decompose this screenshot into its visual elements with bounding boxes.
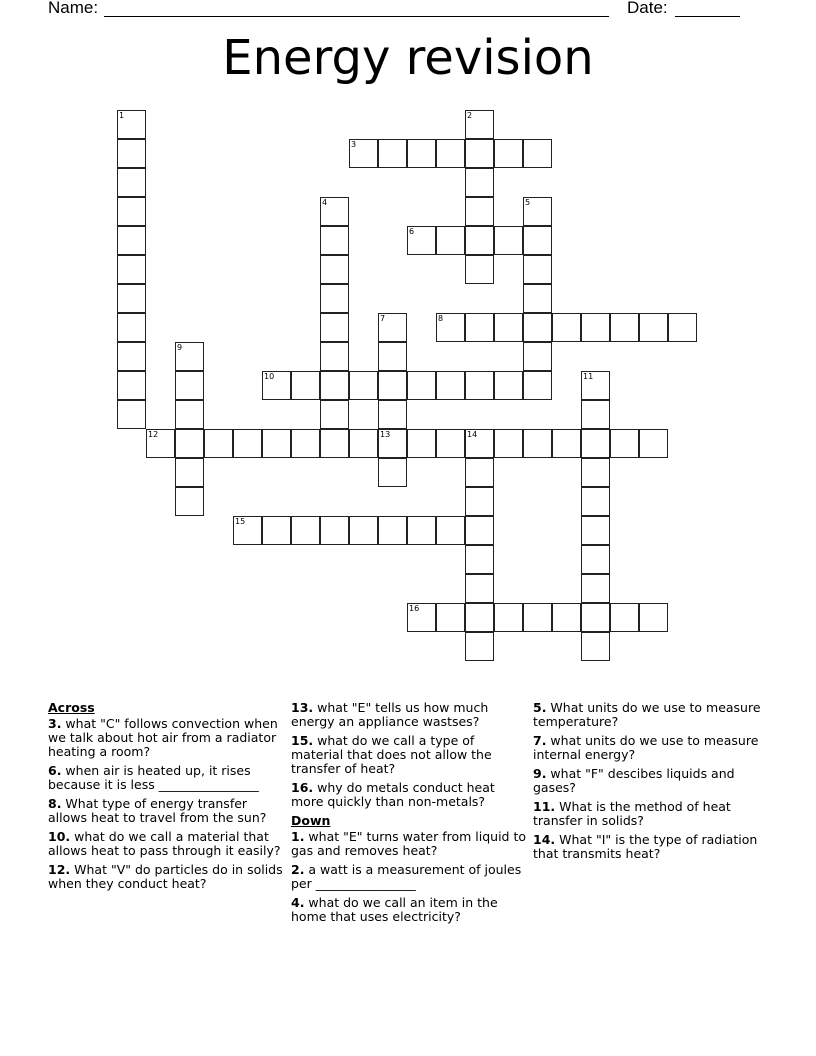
grid-cell[interactable] bbox=[523, 371, 552, 400]
grid-cell[interactable] bbox=[349, 371, 378, 400]
grid-cell[interactable] bbox=[175, 371, 204, 400]
grid-cell[interactable] bbox=[320, 342, 349, 371]
grid-cell[interactable] bbox=[291, 429, 320, 458]
grid-cell[interactable] bbox=[465, 429, 494, 458]
clue-text: what "C" follows convection when we talk about hot air from a radiator heating a room? bbox=[48, 716, 278, 759]
grid-cell[interactable] bbox=[552, 603, 581, 632]
clue-text: what do we call an item in the home that uses electricity? bbox=[291, 895, 498, 924]
grid-cell[interactable] bbox=[494, 603, 523, 632]
grid-cell[interactable] bbox=[117, 255, 146, 284]
grid-cell[interactable] bbox=[320, 255, 349, 284]
grid-cell[interactable] bbox=[117, 197, 146, 226]
grid-cell[interactable] bbox=[378, 342, 407, 371]
grid-cell[interactable] bbox=[494, 313, 523, 342]
grid-cell[interactable] bbox=[349, 139, 378, 168]
clue-text: when air is heated up, it rises because it is less ________________ bbox=[48, 763, 259, 792]
grid-cell[interactable] bbox=[494, 139, 523, 168]
grid-cell[interactable] bbox=[581, 400, 610, 429]
grid-cell[interactable] bbox=[465, 168, 494, 197]
grid-cell[interactable] bbox=[465, 545, 494, 574]
grid-cell[interactable] bbox=[465, 313, 494, 342]
grid-cell[interactable] bbox=[465, 226, 494, 255]
grid-cell[interactable] bbox=[581, 313, 610, 342]
clue-across-13 bbox=[291, 701, 527, 729]
grid-cell[interactable] bbox=[523, 139, 552, 168]
grid-cell[interactable] bbox=[407, 226, 436, 255]
grid-cell[interactable] bbox=[175, 400, 204, 429]
grid-cell[interactable] bbox=[523, 197, 552, 226]
clue-across-12 bbox=[48, 863, 284, 891]
grid-cell[interactable] bbox=[262, 371, 291, 400]
clue-number: 12. bbox=[48, 862, 71, 877]
grid-cell[interactable] bbox=[117, 400, 146, 429]
clue-across-16 bbox=[291, 781, 527, 809]
grid-cell[interactable] bbox=[378, 429, 407, 458]
clue-text: what "E" tells us how much energy an appliance wastses? bbox=[291, 700, 489, 729]
grid-cell[interactable] bbox=[262, 516, 291, 545]
cell-number: 4 bbox=[322, 198, 328, 207]
grid-cell[interactable] bbox=[407, 139, 436, 168]
grid-cell[interactable] bbox=[175, 487, 204, 516]
clue-down-2 bbox=[291, 863, 527, 891]
grid-cell[interactable] bbox=[523, 342, 552, 371]
grid-cell[interactable] bbox=[523, 429, 552, 458]
grid-cell[interactable] bbox=[465, 487, 494, 516]
grid-cell[interactable] bbox=[378, 458, 407, 487]
clue-number: 3. bbox=[48, 716, 62, 731]
clues-column-3 bbox=[533, 701, 769, 866]
grid-cell[interactable] bbox=[465, 139, 494, 168]
name-label: Name: bbox=[48, 0, 99, 17]
date-label: Date: bbox=[627, 0, 668, 17]
cell-number: 16 bbox=[409, 604, 420, 613]
grid-cell[interactable] bbox=[117, 342, 146, 371]
cell-number: 6 bbox=[409, 227, 415, 236]
clue-number: 10. bbox=[48, 829, 71, 844]
clue-number: 6. bbox=[48, 763, 62, 778]
clue-down-11 bbox=[533, 800, 769, 828]
cell-number: 11 bbox=[583, 372, 594, 381]
grid-cell[interactable] bbox=[117, 110, 146, 139]
clue-across-10 bbox=[48, 830, 284, 858]
grid-cell[interactable] bbox=[552, 429, 581, 458]
clue-down-5 bbox=[533, 701, 769, 729]
grid-cell[interactable] bbox=[378, 516, 407, 545]
grid-cell[interactable] bbox=[320, 197, 349, 226]
grid-cell[interactable] bbox=[610, 603, 639, 632]
grid-cell[interactable] bbox=[407, 371, 436, 400]
grid-cell[interactable] bbox=[436, 371, 465, 400]
clue-number: 16. bbox=[291, 780, 314, 795]
grid-cell[interactable] bbox=[378, 371, 407, 400]
grid-cell[interactable] bbox=[581, 487, 610, 516]
clues-column-2 bbox=[291, 701, 527, 929]
cell-number: 14 bbox=[467, 430, 478, 439]
grid-cell[interactable] bbox=[146, 429, 175, 458]
grid-cell[interactable] bbox=[581, 516, 610, 545]
grid-cell[interactable] bbox=[204, 429, 233, 458]
grid-cell[interactable] bbox=[378, 313, 407, 342]
grid-cell[interactable] bbox=[407, 429, 436, 458]
cell-number: 7 bbox=[380, 314, 386, 323]
grid-cell[interactable] bbox=[523, 226, 552, 255]
cell-number: 3 bbox=[351, 140, 357, 149]
cell-number: 12 bbox=[148, 430, 159, 439]
clue-across-8 bbox=[48, 797, 284, 825]
clue-across-3 bbox=[48, 717, 284, 759]
clue-text: What "V" do particles do in solids when they conduct heat? bbox=[48, 862, 283, 891]
clue-number: 2. bbox=[291, 862, 305, 877]
grid-cell[interactable] bbox=[465, 197, 494, 226]
grid-cell[interactable] bbox=[465, 255, 494, 284]
clue-text: What type of energy transfer allows heat to travel from the sun? bbox=[48, 796, 267, 825]
name-date-header bbox=[0, 0, 816, 24]
clue-across-15 bbox=[291, 734, 527, 776]
clue-number: 11. bbox=[533, 799, 556, 814]
clue-text: why do metals conduct heat more quickly than non-metals? bbox=[291, 780, 495, 809]
grid-cell[interactable] bbox=[436, 313, 465, 342]
clue-down-9 bbox=[533, 767, 769, 795]
grid-cell[interactable] bbox=[581, 545, 610, 574]
clue-text: a watt is a measurement of joules per ________________ bbox=[291, 862, 522, 891]
grid-cell[interactable] bbox=[320, 313, 349, 342]
grid-cell[interactable] bbox=[436, 139, 465, 168]
grid-cell[interactable] bbox=[494, 226, 523, 255]
grid-cell[interactable] bbox=[320, 516, 349, 545]
cell-number: 9 bbox=[177, 343, 183, 352]
clue-text: What is the method of heat transfer in solids? bbox=[533, 799, 731, 828]
grid-cell[interactable] bbox=[639, 313, 668, 342]
clue-number: 1. bbox=[291, 829, 305, 844]
clue-text: What units do we use to measure temperature? bbox=[533, 700, 761, 729]
clue-text: what "F" descibes liquids and gases? bbox=[533, 766, 735, 795]
grid-cell[interactable] bbox=[436, 603, 465, 632]
grid-cell[interactable] bbox=[320, 371, 349, 400]
clue-down-14 bbox=[533, 833, 769, 861]
clue-number: 13. bbox=[291, 700, 314, 715]
grid-cell[interactable] bbox=[465, 632, 494, 661]
name-field[interactable] bbox=[104, 16, 609, 17]
grid-cell[interactable] bbox=[233, 429, 262, 458]
grid-cell[interactable] bbox=[465, 516, 494, 545]
grid-cell[interactable] bbox=[175, 429, 204, 458]
clue-down-1 bbox=[291, 830, 527, 858]
grid-cell[interactable] bbox=[668, 313, 697, 342]
grid-cell[interactable] bbox=[262, 429, 291, 458]
clue-number: 7. bbox=[533, 733, 547, 748]
clue-number: 14. bbox=[533, 832, 556, 847]
grid-cell[interactable] bbox=[581, 574, 610, 603]
grid-cell[interactable] bbox=[581, 632, 610, 661]
grid-cell[interactable] bbox=[581, 429, 610, 458]
grid-cell[interactable] bbox=[117, 168, 146, 197]
grid-cell[interactable] bbox=[581, 603, 610, 632]
grid-cell[interactable] bbox=[436, 429, 465, 458]
clue-text: what units do we use to measure internal energy? bbox=[533, 733, 759, 762]
grid-cell[interactable] bbox=[117, 313, 146, 342]
clues-column-1 bbox=[48, 701, 284, 896]
clue-text: what "E" turns water from liquid to gas and removes heat? bbox=[291, 829, 527, 858]
grid-cell[interactable] bbox=[407, 516, 436, 545]
grid-cell[interactable] bbox=[465, 574, 494, 603]
grid-cell[interactable] bbox=[465, 371, 494, 400]
date-field[interactable] bbox=[675, 16, 740, 17]
grid-cell[interactable] bbox=[465, 110, 494, 139]
clue-number: 4. bbox=[291, 895, 305, 910]
cell-number: 13 bbox=[380, 430, 391, 439]
grid-cell[interactable] bbox=[465, 603, 494, 632]
grid-cell[interactable] bbox=[291, 371, 320, 400]
grid-cell[interactable] bbox=[378, 139, 407, 168]
grid-cell[interactable] bbox=[436, 226, 465, 255]
grid-cell[interactable] bbox=[523, 603, 552, 632]
grid-cell[interactable] bbox=[494, 371, 523, 400]
grid-cell[interactable] bbox=[233, 516, 262, 545]
down-heading: Down bbox=[291, 813, 331, 828]
crossword-grid bbox=[117, 110, 717, 670]
grid-cell[interactable] bbox=[494, 429, 523, 458]
grid-cell[interactable] bbox=[349, 516, 378, 545]
grid-cell[interactable] bbox=[175, 458, 204, 487]
grid-cell[interactable] bbox=[175, 342, 204, 371]
grid-cell[interactable] bbox=[523, 284, 552, 313]
grid-cell[interactable] bbox=[349, 429, 378, 458]
cell-number: 10 bbox=[264, 372, 275, 381]
grid-cell[interactable] bbox=[320, 400, 349, 429]
grid-cell[interactable] bbox=[610, 313, 639, 342]
grid-cell[interactable] bbox=[117, 371, 146, 400]
clue-number: 9. bbox=[533, 766, 547, 781]
grid-cell[interactable] bbox=[581, 371, 610, 400]
grid-cell[interactable] bbox=[552, 313, 581, 342]
cell-number: 15 bbox=[235, 517, 246, 526]
grid-cell[interactable] bbox=[320, 284, 349, 313]
grid-cell[interactable] bbox=[407, 603, 436, 632]
grid-cell[interactable] bbox=[581, 458, 610, 487]
clue-across-6 bbox=[48, 764, 284, 792]
cell-number: 2 bbox=[467, 111, 473, 120]
grid-cell[interactable] bbox=[320, 226, 349, 255]
cell-number: 5 bbox=[525, 198, 531, 207]
grid-cell[interactable] bbox=[523, 255, 552, 284]
grid-cell[interactable] bbox=[117, 284, 146, 313]
grid-cell[interactable] bbox=[117, 139, 146, 168]
clue-text: What "I" is the type of radiation that transmits heat? bbox=[533, 832, 758, 861]
grid-cell[interactable] bbox=[436, 516, 465, 545]
cell-number: 1 bbox=[119, 111, 125, 120]
grid-cell[interactable] bbox=[639, 603, 668, 632]
grid-cell[interactable] bbox=[465, 458, 494, 487]
clue-number: 8. bbox=[48, 796, 62, 811]
grid-cell[interactable] bbox=[610, 429, 639, 458]
grid-cell[interactable] bbox=[378, 400, 407, 429]
clue-number: 5. bbox=[533, 700, 547, 715]
across-heading: Across bbox=[48, 700, 95, 715]
grid-cell[interactable] bbox=[523, 313, 552, 342]
grid-cell[interactable] bbox=[639, 429, 668, 458]
grid-cell[interactable] bbox=[320, 429, 349, 458]
grid-cell[interactable] bbox=[291, 516, 320, 545]
clue-text: what do we call a type of material that does not allow the transfer of heat? bbox=[291, 733, 492, 776]
clue-text: what do we call a material that allows heat to pass through it easily? bbox=[48, 829, 281, 858]
page-title: Energy revision bbox=[222, 30, 594, 86]
clue-down-7 bbox=[533, 734, 769, 762]
clue-down-4 bbox=[291, 896, 527, 924]
grid-cell[interactable] bbox=[117, 226, 146, 255]
clue-number: 15. bbox=[291, 733, 314, 748]
cell-number: 8 bbox=[438, 314, 444, 323]
